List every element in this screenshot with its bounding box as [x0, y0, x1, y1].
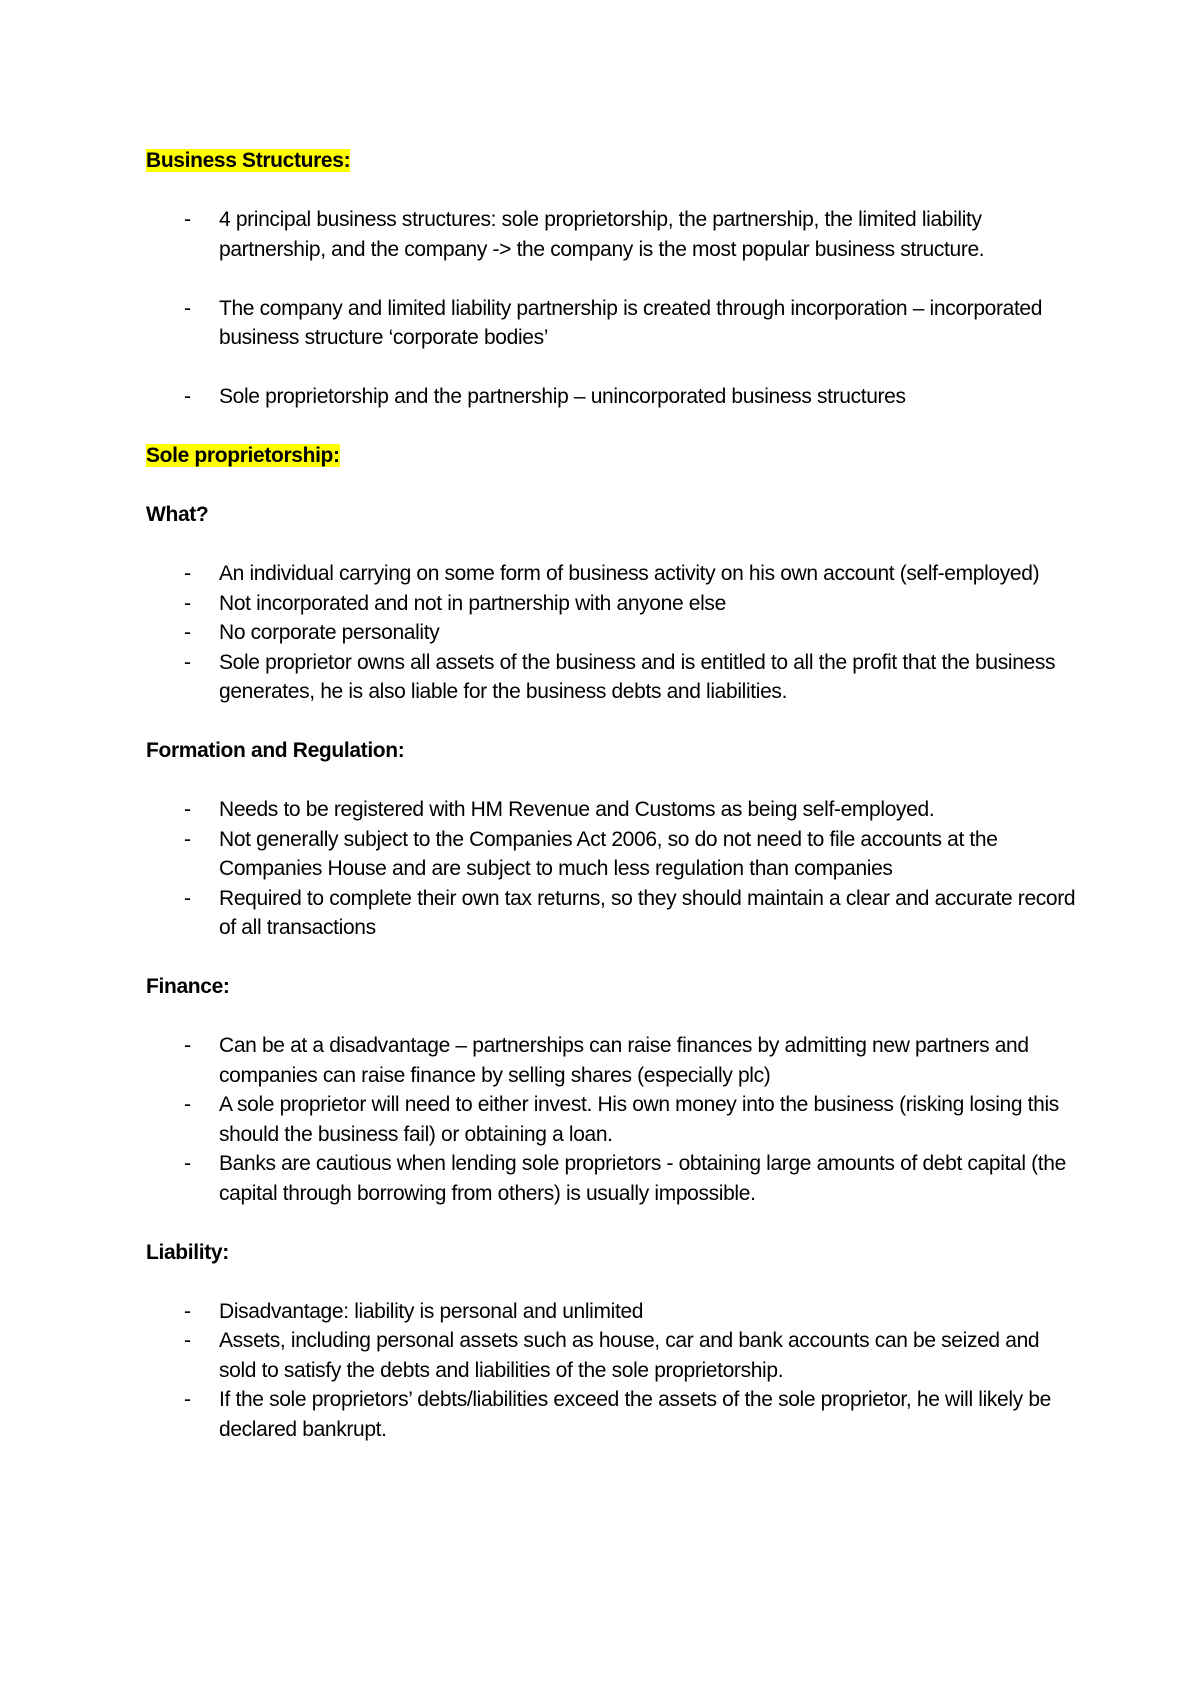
list-item [146, 589, 1076, 619]
bullet-list-finance [146, 1031, 1076, 1208]
list-item [146, 618, 1076, 648]
dash-bullet: - [184, 1152, 191, 1175]
list-item [146, 825, 1076, 884]
spacer [146, 766, 1076, 796]
bullet-list-what [146, 559, 1076, 707]
bullet-list-business-structures [146, 205, 1076, 412]
list-item [146, 1326, 1076, 1385]
subheading-what: What? [146, 503, 209, 526]
subheading-liability: Liability: [146, 1240, 229, 1264]
dash-bullet: - [184, 1093, 191, 1116]
dash-bullet: - [184, 591, 191, 615]
dash-bullet: - [184, 208, 191, 231]
dash-bullet: - [184, 798, 191, 821]
spacer [146, 530, 1076, 560]
list-item [146, 1385, 1076, 1444]
list-item-text: Sole proprietorship and the partnership – unincorporated business structures [219, 385, 906, 408]
list-item-text: Required to complete their own tax returns, so they should maintain a clear and accurate record of all transactions [219, 886, 1076, 939]
list-item-text: Not incorporated and not in partnership with anyone else [219, 591, 726, 615]
list-item [146, 559, 1076, 589]
highlighted-heading-text: Sole proprietorship: [146, 444, 340, 467]
list-item-text: Sole proprietor owns all assets of the business and is entitled to all the profit that the business generates, he is also liable for the business debts and liabilities. [219, 650, 1056, 703]
list-item-text: An individual carrying on some form of business activity on his own account (self-employed) [219, 562, 1040, 585]
subheading-finance: Finance: [146, 975, 230, 998]
bullet-list-formation [146, 795, 1076, 943]
dash-bullet: - [184, 1034, 191, 1057]
list-item [146, 294, 1076, 353]
spacer [146, 1267, 1076, 1297]
spacer [146, 176, 1076, 206]
dash-bullet: - [184, 562, 191, 585]
list-item [146, 382, 1076, 412]
list-item [146, 1149, 1076, 1208]
spacer [146, 943, 1076, 973]
section-heading-business-structures [146, 146, 1076, 176]
list-item-text: No corporate personality [219, 621, 440, 644]
dash-bullet: - [184, 296, 191, 320]
bullet-list-liability [146, 1297, 1076, 1445]
list-item [146, 1297, 1076, 1327]
spacer [146, 1002, 1076, 1032]
dash-bullet: - [184, 621, 191, 644]
section-heading-sole-proprietorship [146, 441, 1076, 471]
list-item-text: Assets, including personal assets such as house, car and bank accounts can be seized and sold to satisfy the debts and liabilities of the sole proprietorship. [219, 1329, 1040, 1382]
subheading-formation-and-regulation: Formation and Regulation: [146, 739, 405, 762]
list-item-text: Disadvantage: liability is personal and unlimited [219, 1299, 644, 1323]
list-item [146, 795, 1076, 825]
list-item [146, 648, 1076, 707]
dash-bullet: - [184, 886, 191, 910]
dash-bullet: - [184, 827, 191, 851]
dash-bullet: - [184, 1329, 191, 1352]
dash-bullet: - [184, 1299, 191, 1323]
list-item [146, 884, 1076, 943]
document-page [146, 146, 1076, 1444]
list-item-text: Not generally subject to the Companies Act 2006, so do not need to file accounts at the Companies House and are subject to much less regulation than companies [219, 827, 998, 880]
list-item-text: Can be at a disadvantage – partnerships can raise finances by admitting new partners and companies can raise finance by selling shares (especially plc) [219, 1034, 1029, 1087]
list-item [146, 1090, 1076, 1149]
list-item-text: The company and limited liability partnership is created through incorporation – incorporated business structure ‘corporate bodies’ [219, 296, 1043, 349]
list-item-text: A sole proprietor will need to either invest. His own money into the business (risking losing this should the business fail) or obtaining a loan. [219, 1093, 1059, 1146]
spacer [146, 412, 1076, 442]
spacer [146, 471, 1076, 501]
list-item-text: 4 principal business structures: sole proprietorship, the partnership, the limited liability partnership, and the company -> the company is the most popular business structure. [219, 208, 985, 261]
spacer [146, 1208, 1076, 1238]
list-item-text: Needs to be registered with HM Revenue and Customs as being self-employed. [219, 798, 935, 821]
list-item [146, 205, 1076, 264]
list-item [146, 1031, 1076, 1090]
list-item-text: If the sole proprietors’ debts/liabilities exceed the assets of the sole proprietor, he will likely be declared bankrupt. [219, 1388, 1051, 1441]
dash-bullet: - [184, 1388, 191, 1411]
list-item-text: Banks are cautious when lending sole proprietors - obtaining large amounts of debt capital (the capital through borrowing from others) is usually impossible. [219, 1152, 1066, 1205]
highlighted-heading-text: Business Structures: [146, 149, 351, 172]
dash-bullet: - [184, 650, 191, 674]
dash-bullet: - [184, 385, 191, 408]
spacer [146, 707, 1076, 737]
